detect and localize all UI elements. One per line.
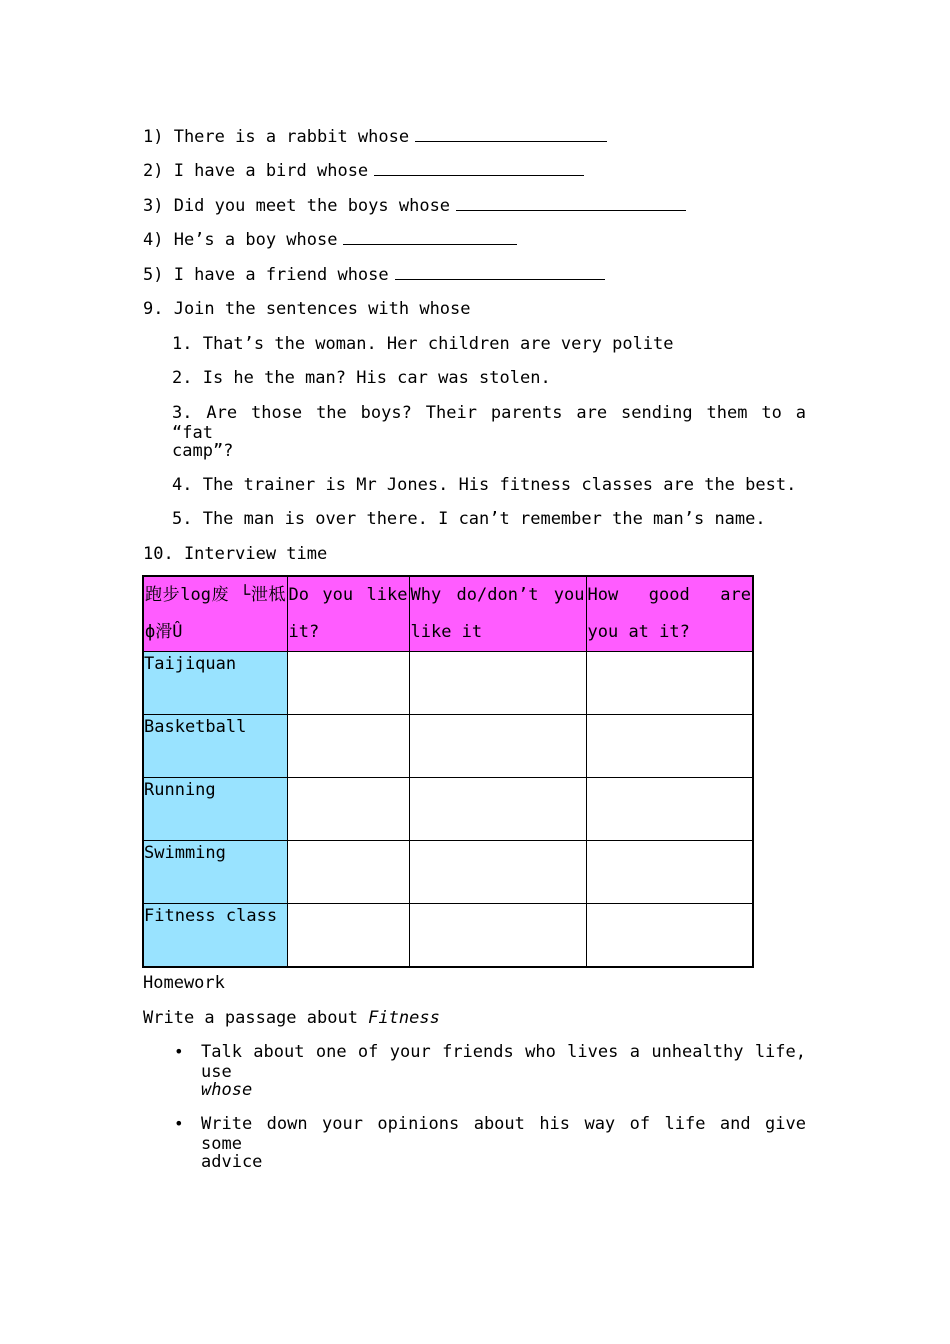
answer-cell[interactable] <box>287 841 409 904</box>
join-item-3: 3. Are those the boys? Their parents are sending them to a “fat <box>172 403 806 443</box>
answer-cell[interactable] <box>409 778 586 841</box>
header-cell: Do you like it? <box>287 576 409 652</box>
exercise-line-3 <box>143 196 686 216</box>
answer-cell[interactable] <box>586 778 753 841</box>
table-row <box>143 778 753 841</box>
homework-bullet-2-cont: advice <box>201 1152 263 1172</box>
answer-blank[interactable] <box>415 127 607 142</box>
sentence-text: 5) I have a friend whose <box>143 265 389 285</box>
keyword-whose: whose <box>201 1080 253 1100</box>
answer-cell[interactable] <box>287 904 409 968</box>
sport-cell: Swimming <box>143 841 287 904</box>
join-item-3-cont: camp”? <box>172 441 234 461</box>
answer-cell[interactable] <box>287 652 409 715</box>
sentence-text: 4) He’s a boy whose <box>143 230 338 250</box>
answer-cell[interactable] <box>586 904 753 968</box>
exercise9-heading: 9. Join the sentences with whose <box>143 299 471 319</box>
exercise-line-1 <box>143 127 607 147</box>
table-row <box>143 652 753 715</box>
exercise-line-4 <box>143 230 517 250</box>
bullet-icon: • <box>174 1114 184 1133</box>
join-item-5: 5. The man is over there. I can’t remember the man’s name. <box>172 509 766 529</box>
answer-cell[interactable] <box>409 715 586 778</box>
answer-blank[interactable] <box>374 161 584 176</box>
answer-cell[interactable] <box>287 778 409 841</box>
answer-cell[interactable] <box>287 715 409 778</box>
answer-blank[interactable] <box>395 265 605 280</box>
sport-cell: Fitness class <box>143 904 287 968</box>
join-item-2: 2. Is he the man? His car was stolen. <box>172 368 551 388</box>
header-cell: How good are you at it? <box>586 576 753 652</box>
answer-cell[interactable] <box>586 715 753 778</box>
answer-blank[interactable] <box>456 196 686 211</box>
homework-title: Homework <box>143 973 225 993</box>
sentence-text: 3) Did you meet the boys whose <box>143 196 451 216</box>
join-item-4: 4. The trainer is Mr Jones. His fitness classes are the best. <box>172 475 797 495</box>
prompt-text: Write a passage about <box>143 1008 369 1028</box>
table-row <box>143 715 753 778</box>
sport-cell: Running <box>143 778 287 841</box>
join-item-1: 1. That’s the woman. Her children are very polite <box>172 334 674 354</box>
sentence-text: 1) There is a rabbit whose <box>143 127 410 147</box>
header-cell: Why do/don’t you like it <box>409 576 586 652</box>
answer-blank[interactable] <box>343 230 517 245</box>
sport-cell: Basketball <box>143 715 287 778</box>
bullet-icon: • <box>174 1042 184 1061</box>
answer-cell[interactable] <box>409 841 586 904</box>
answer-cell[interactable] <box>586 841 753 904</box>
exercise-line-5 <box>143 265 605 285</box>
answer-cell[interactable] <box>409 904 586 968</box>
answer-cell[interactable] <box>586 652 753 715</box>
homework-bullet-2: Write down your opinions about his way of life and give some <box>201 1114 806 1154</box>
sentence-text: 2) I have a bird whose <box>143 161 369 181</box>
homework-prompt <box>143 1008 440 1028</box>
sport-cell: Taijiquan <box>143 652 287 715</box>
homework-bullet-1: Talk about one of your friends who lives a unhealthy life, use <box>201 1042 806 1082</box>
table-row <box>143 841 753 904</box>
exercise-line-2 <box>143 161 584 181</box>
table-header-row <box>143 576 753 652</box>
exercise10-heading: 10. Interview time <box>143 544 328 564</box>
header-cell: 跑步log废 └泄柢ф滑Û <box>143 576 287 652</box>
homework-bullet-1-cont <box>201 1080 252 1100</box>
interview-table <box>142 575 754 968</box>
answer-cell[interactable] <box>409 652 586 715</box>
prompt-topic: Fitness <box>368 1008 440 1028</box>
table-row <box>143 904 753 968</box>
